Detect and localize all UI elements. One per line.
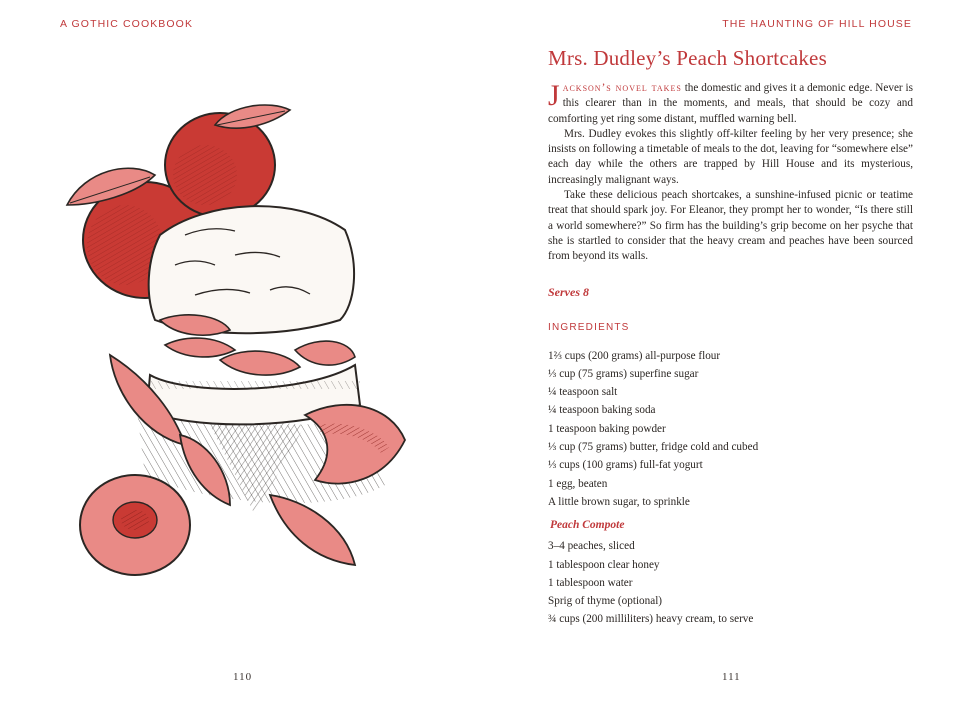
peach-shortcake-illustration bbox=[55, 95, 430, 595]
list-item: A little brown sugar, to sprinkle bbox=[548, 495, 690, 508]
serves: Serves 8 bbox=[548, 284, 589, 299]
list-item: 1⅔ cups (200 grams) all-purpose flour bbox=[548, 349, 721, 362]
list-item: 1 tablespoon clear honey bbox=[548, 558, 660, 571]
recipe-intro bbox=[548, 81, 913, 265]
page-number-left: 110 bbox=[233, 671, 253, 683]
running-head-left: A GOTHIC COOKBOOK bbox=[60, 18, 194, 30]
list-item: 1 teaspoon baking powder bbox=[548, 422, 666, 435]
list-item: 1 egg, beaten bbox=[548, 477, 608, 490]
intro-paragraph-1 bbox=[548, 81, 913, 127]
intro-paragraph-3: Take these delicious peach shortcakes, a sunshine-infused picnic or teatime treat that should spark joy. For Eleanor, they prompt her to wonder, “Is there still a world somewhere?” So firm has the building’s grip become on her psyche that she is startled to consider that the heavy cream and peaches have been sourced from beyond its walls. bbox=[548, 189, 913, 263]
recipe-title: Mrs. Dudley’s Peach Shortcakes bbox=[548, 46, 827, 70]
list-item: ¾ cups (200 milliliters) heavy cream, to serve bbox=[548, 613, 754, 626]
running-head-right: THE HAUNTING OF HILL HOUSE bbox=[722, 18, 912, 30]
list-item: ⅓ cup (75 grams) superfine sugar bbox=[548, 367, 699, 380]
list-item: ¼ teaspoon baking soda bbox=[548, 404, 656, 417]
ingredients-list bbox=[548, 347, 913, 512]
page-number-right: 111 bbox=[722, 671, 741, 683]
list-item: ¼ teaspoon salt bbox=[548, 386, 618, 399]
list-item: 3–4 peaches, sliced bbox=[548, 540, 635, 553]
halved-peach bbox=[80, 475, 190, 575]
ingredients-heading: INGREDIENTS bbox=[548, 321, 630, 333]
recipe bbox=[548, 46, 913, 629]
intro-lead: ackson’s novel takes bbox=[562, 82, 682, 94]
list-item: Sprig of thyme (optional) bbox=[548, 595, 663, 608]
compote-heading: Peach Compote bbox=[550, 519, 625, 532]
list-item: 1 tablespoon water bbox=[548, 576, 633, 589]
intro-p1-text: the domestic and gives it a demonic edge. Never is this clearer than in the moments, and meals, that should be cozy and comforting yet ring some distant, muffled warning bell. bbox=[548, 82, 913, 125]
drop-cap: J bbox=[548, 79, 560, 112]
intro-paragraph-2: Mrs. Dudley evokes this slightly off-kilter feeling by her very presence; she insists on following a timetable of meals to the dot, leaving for “somewhere else” each day while the others are trapped by Hill House and its mysterious, increasingly malignant ways. bbox=[548, 127, 913, 186]
compote-list bbox=[548, 537, 913, 628]
whole-peach-right bbox=[165, 113, 275, 217]
list-item: ⅓ cups (100 grams) full-fat yogurt bbox=[548, 459, 703, 472]
list-item: ⅓ cup (75 grams) butter, fridge cold and cubed bbox=[548, 441, 759, 454]
